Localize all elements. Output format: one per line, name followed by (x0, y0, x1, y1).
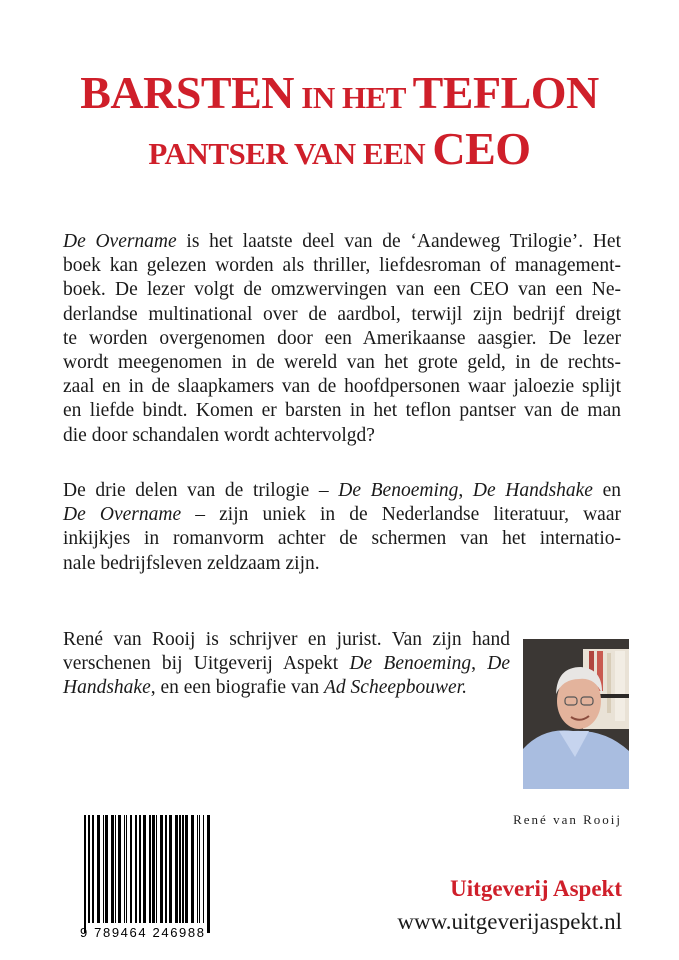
text-segment: nale bedrijfsleven zeldzaam zijn. (63, 552, 320, 574)
book-title-italic: De Benoeming (349, 653, 472, 675)
book-title-italic: De Overname (63, 231, 177, 252)
text-segment: , (471, 653, 488, 675)
isbn-number: 9 789464 246988 (80, 925, 204, 940)
barcode-bar (97, 815, 100, 923)
text-segment: wordt meegenomen in de wereld van het grote geld, in de rechts- (63, 352, 621, 374)
book-title-italic: De Benoeming (338, 480, 459, 501)
text-line (63, 527, 621, 551)
book-title-italic: De Overname (63, 504, 182, 526)
text-segment: René van Rooij is schrijver en jurist. Van zijn hand (63, 629, 510, 650)
text-line (63, 424, 621, 448)
text-line (63, 254, 621, 278)
text-line (63, 628, 510, 652)
book-title-italic: Ad Scheepbouwer. (324, 677, 467, 699)
barcode-bar (118, 815, 121, 923)
text-segment: , (458, 480, 473, 501)
title-line-1 (0, 66, 679, 119)
barcode-bar (152, 815, 155, 923)
text-line (63, 375, 621, 399)
barcode-bar (191, 815, 194, 923)
text-segment: die door schandalen wordt achtervolgd? (63, 424, 375, 446)
barcode-bar (88, 815, 90, 923)
barcode-bar (165, 815, 167, 923)
text-line (63, 399, 621, 423)
text-line (63, 303, 621, 327)
barcode-bar (92, 815, 94, 923)
barcode-bar (197, 815, 198, 923)
barcode-bar (160, 815, 163, 923)
barcode-bar (156, 815, 157, 923)
barcode-bar (175, 815, 178, 923)
barcode-bar (143, 815, 146, 923)
text-line (63, 652, 510, 676)
barcode-bar (199, 815, 200, 923)
publisher-name: Uitgeverij Aspekt (450, 876, 622, 901)
barcode-bar (149, 815, 151, 923)
text-segment: – zijn uniek in de Nederlandse literatuur, waar (181, 504, 621, 526)
text-segment: en liefde bindt. Komen er barsten in het teflon pantser van de man (63, 400, 621, 422)
text-segment: te worden overgenomen door een Amerikaanse aasgier. De lezer (63, 327, 621, 349)
barcode-bar (126, 815, 127, 923)
text-segment: boek. De lezer volgt de omzwervingen van een CEO van een Ne- (63, 279, 621, 301)
author-photo (523, 639, 629, 789)
barcode-bar (84, 815, 86, 933)
barcode-bar (182, 815, 184, 923)
title-segment: CEO (432, 123, 531, 174)
blurb-paragraph-1 (63, 230, 621, 448)
barcode-bar (207, 815, 210, 933)
text-line (63, 327, 621, 351)
text-segment: zaal en in de slaapkamers van de hoofdpersonen waar jaloezie splijt (63, 376, 621, 398)
barcode-bar (169, 815, 172, 923)
barcode-bar (115, 815, 116, 923)
book-title-italic: De Handshake (472, 480, 593, 501)
book-title-italic: Handshake (63, 677, 151, 699)
publisher-website[interactable]: www.uitgeverijaspekt.nl (397, 909, 622, 934)
text-segment: derlandse multinational over de aardbol, terwijl zijn bedrijf dreigt (63, 303, 621, 325)
title-segment: IN HET (294, 80, 413, 115)
barcode-bar (135, 815, 137, 923)
text-segment: verschenen bij Uitgeverij Aspekt (63, 653, 350, 675)
text-segment: is het laatste deel van de ‘Aandeweg Trilogie’. Het (176, 231, 621, 252)
title-line-2 (0, 122, 679, 175)
text-line (63, 676, 510, 700)
barcode-bar (130, 815, 132, 923)
barcode-bar (179, 815, 181, 923)
barcode-bar (185, 815, 188, 923)
text-segment: De drie delen van de trilogie – (63, 480, 339, 501)
barcode-bar (105, 815, 108, 923)
book-title-italic: De (487, 653, 511, 675)
text-segment: en (592, 480, 621, 501)
author-photo-caption: René van Rooij (513, 812, 622, 827)
text-line (63, 503, 621, 527)
text-segment: inkijkjes in romanvorm achter de schermen van het internatio- (63, 528, 621, 550)
author-bio-paragraph (63, 628, 510, 701)
text-segment: , en een biografie van (150, 677, 324, 699)
text-line (63, 230, 621, 254)
text-line (63, 479, 621, 503)
title-segment: PANTSER VAN EEN (148, 136, 433, 171)
text-line (63, 351, 621, 375)
barcode-bar (139, 815, 141, 923)
text-line (63, 552, 621, 576)
barcode-bar (124, 815, 125, 923)
text-segment: boek kan gelezen worden als thriller, liefdesroman of management- (63, 255, 621, 277)
isbn-barcode (80, 815, 215, 940)
blurb-paragraph-2 (63, 479, 621, 576)
barcode-bar (111, 815, 114, 923)
title-segment: BARSTEN (80, 67, 295, 118)
text-line (63, 278, 621, 302)
barcode-bar (203, 815, 204, 923)
title-segment: TEFLON (412, 67, 599, 118)
barcode-bar (103, 815, 104, 923)
